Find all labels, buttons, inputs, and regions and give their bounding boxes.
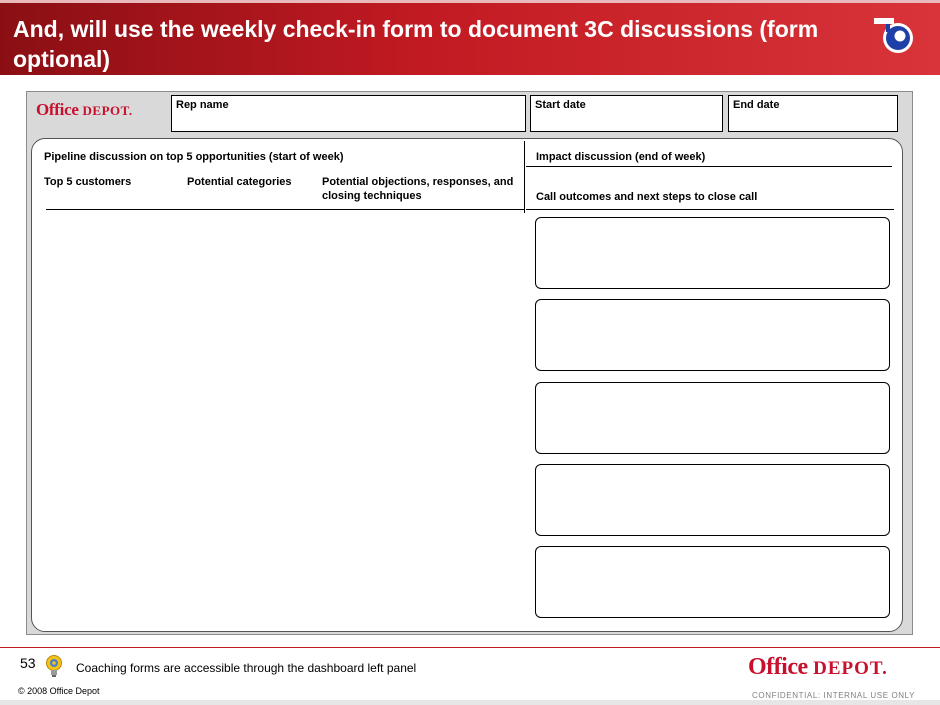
- logo-mark-text: .: [882, 658, 888, 679]
- col-customers-label: Top 5 customers: [44, 176, 132, 188]
- col-objections-label: Potential objections, responses, and closing techniques: [322, 176, 514, 202]
- bottom-bar: [0, 700, 940, 705]
- pipeline-columns-rule: [46, 209, 524, 210]
- logo-mark-text: .: [128, 103, 133, 118]
- call-outcome-box[interactable]: [535, 464, 890, 536]
- outcomes-rule: [526, 209, 894, 210]
- call-outcome-box[interactable]: [535, 546, 890, 618]
- start-date-field[interactable]: [530, 95, 723, 132]
- column-divider: [524, 141, 525, 213]
- logo-depot-text: DEPOT: [82, 103, 129, 118]
- end-date-label: End date: [733, 99, 780, 111]
- call-outcome-box[interactable]: [535, 299, 890, 371]
- col-categories-label: Potential categories: [187, 176, 292, 188]
- rep-name-field[interactable]: [171, 95, 526, 132]
- title-banner: [0, 0, 940, 75]
- banner-top-line: [0, 0, 940, 3]
- logo-office-text: Office: [36, 100, 79, 119]
- copyright: © 2008 Office Depot: [18, 686, 100, 696]
- impact-header: Impact discussion (end of week): [536, 151, 706, 163]
- pipeline-header: Pipeline discussion on top 5 opportunities (start of week): [44, 151, 344, 163]
- target-logo-icon: [872, 16, 918, 56]
- office-depot-logo-small: [36, 100, 133, 120]
- end-date-field[interactable]: [728, 95, 898, 132]
- call-outcome-box[interactable]: [535, 382, 890, 454]
- confidential-notice: CONFIDENTIAL: INTERNAL USE ONLY: [752, 691, 916, 700]
- rep-name-label: Rep name: [176, 99, 229, 111]
- footer-rule: [0, 647, 940, 648]
- footer-note: Coaching forms are accessible through the dashboard left panel: [76, 661, 417, 675]
- logo-office-text: Office: [748, 654, 808, 680]
- slide-title: And, will use the weekly check-in form to document 3C discussions (form optional): [13, 16, 819, 72]
- start-date-label: Start date: [535, 99, 586, 111]
- logo-depot-text: DEPOT: [813, 658, 883, 679]
- lightbulb-icon: [44, 654, 64, 678]
- impact-header-rule: [526, 166, 892, 167]
- office-depot-logo: [748, 654, 888, 681]
- call-outcomes-label: Call outcomes and next steps to close call: [536, 191, 758, 203]
- page-number: 53: [20, 655, 36, 671]
- call-outcome-box[interactable]: [535, 217, 890, 289]
